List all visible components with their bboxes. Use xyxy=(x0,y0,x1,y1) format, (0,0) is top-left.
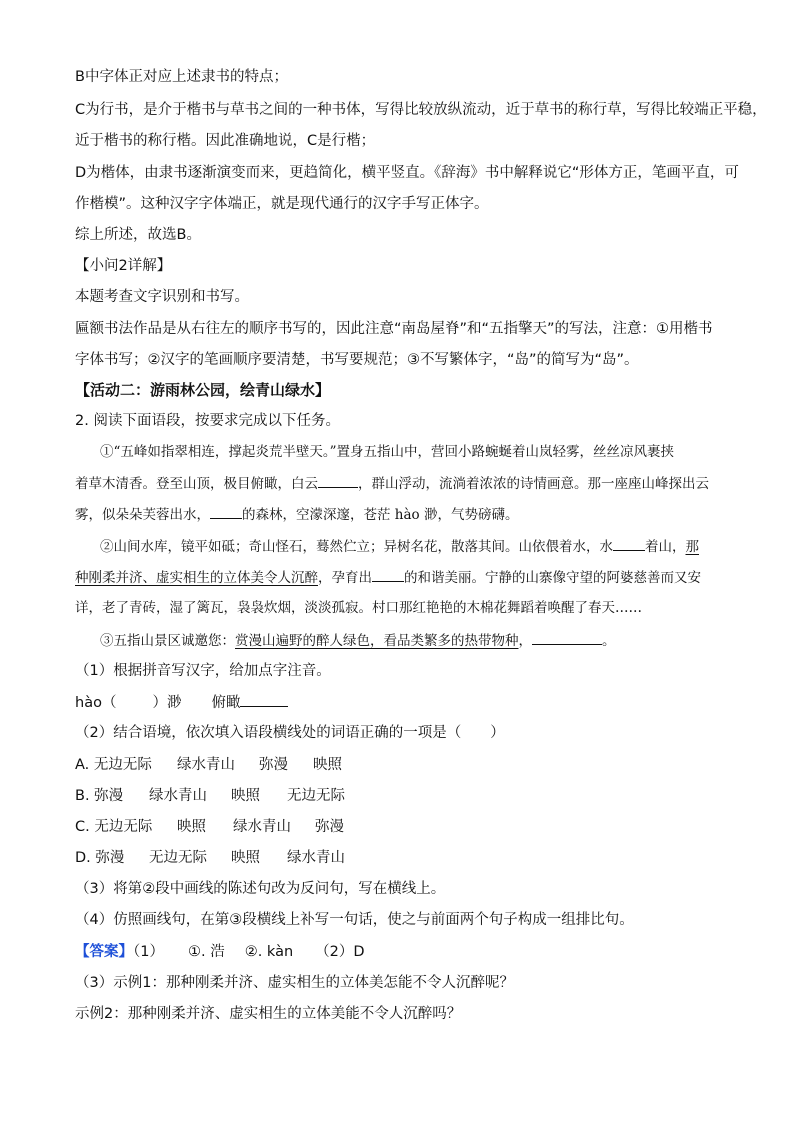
fill-blank xyxy=(210,504,242,519)
text-line: 综上所述，故选B。 xyxy=(75,227,201,243)
question-2: （2）结合语境，依次填入语段横线处的词语正确的一项是（ ） xyxy=(75,725,505,741)
passage-text: ， xyxy=(518,633,532,649)
passage-text: 的和谐美丽。宁静的山寨像守望的阿婆慈善而又安 xyxy=(404,570,701,586)
passage-line xyxy=(75,504,518,525)
passage-text: ②山间水库，镜平如砥；奇山怪石，蓦然伫立；异树名花，散落其间。山依偎着水，水 xyxy=(100,539,613,555)
passage-line xyxy=(100,630,616,651)
text-line: D为楷体，由隶书逐渐演变而来，更趋简化，横平竖直。《辞海》书中解释说它“形体方正，笔画平直，可 xyxy=(75,165,739,181)
answer-blank xyxy=(240,692,288,707)
passage-text: 的森林，空濛深邃，苍茫 hào 渺，气势磅礴。 xyxy=(242,507,519,523)
question-4: （4）仿照画线句，在第③段横线上补写一句话，使之与前面两个句子构成一组排比句。 xyxy=(75,912,634,928)
fill-blank xyxy=(613,536,645,551)
question-1: （1）根据拼音写汉字，给加点字注音。 xyxy=(75,663,331,679)
fill-blank xyxy=(532,630,602,645)
underlined-sentence: 赏漫山遍野的醉人绿色，看品类繁多的热带物种 xyxy=(235,633,519,649)
text-line: 匾额书法作品是从右往左的顺序书写的，因此注意“南岛屋脊”和“五指擎天”的写法，注意：①用楷书 xyxy=(75,321,713,337)
passage-line xyxy=(100,536,699,557)
text-line: B中字体正对应上述隶书的特点； xyxy=(75,69,288,85)
fill-blank xyxy=(318,473,358,488)
text-line: 字体书写；②汉字的笔画顺序要清楚，书写要规范；③不写繁体字，“岛”的简写为“岛”。 xyxy=(75,352,639,368)
question-3: （3）将第②段中画线的陈述句改为反问句，写在横线上。 xyxy=(75,881,446,897)
passage-line xyxy=(75,567,701,588)
answer-tag: 【答案】 xyxy=(75,944,133,960)
passage-text: 。 xyxy=(602,633,616,649)
question-intro: 2. 阅读下面语段，按要求完成以下任务。 xyxy=(75,413,340,429)
option-b: B. 弥漫 绿水青山 映照 无边无际 xyxy=(75,788,345,804)
passage-line: ①“五峰如指翠相连，撑起炎荒半壁天。”置身五指山中，营回小路蜿蜒着山岚轻雾，丝丝凉风裹挟 xyxy=(100,444,675,460)
pinyin-prompt: ）渺 xyxy=(152,695,182,711)
text-line: 近于楷书的称行楷。因此准确地说，C是行楷； xyxy=(75,133,376,149)
underlined-sentence: 那 xyxy=(685,539,699,555)
fill-blank xyxy=(372,567,404,582)
option-a: A. 无边无际 绿水青山 弥漫 映照 xyxy=(75,757,342,773)
answer-example-1: （3）示例1：那种刚柔并济、虚实相生的立体美怎能不令人沉醉呢？ xyxy=(75,975,514,991)
passage-line: 详，老了青砖，湿了篱瓦，袅袅炊烟，淡淡孤寂。村口那红艳艳的木棉花舞蹈着唤醒了春天…… xyxy=(75,600,642,616)
passage-text: ，孕育出 xyxy=(318,570,372,586)
subheading: 【小问2详解】 xyxy=(75,258,172,274)
passage-text: 雾，似朵朵芙蓉出水， xyxy=(75,507,210,523)
pinyin-prompt: hào（ xyxy=(75,695,117,711)
passage-text: 着草木清香。登至山顶，极目俯瞰，白云 xyxy=(75,476,318,492)
text-line: 作楷模”。这种汉字字体端正，就是现代通行的汉字手写正体字。 xyxy=(75,196,489,212)
passage-text: ③五指山景区诚邀您： xyxy=(100,633,235,649)
passage-text: ，群山浮动，流淌着浓浓的诗情画意。那一座座山峰探出云 xyxy=(358,476,709,492)
passage-line xyxy=(75,473,709,494)
text-line: C为行书，是介于楷书与草书之间的一种书体，写得比较放纵流动，近于草书的称行草，写得比较端正平稳， xyxy=(75,102,767,118)
passage-text: 着山， xyxy=(645,539,686,555)
question-1-blanks xyxy=(75,692,288,713)
answer-line: 【答案】（1） ①. 浩 ②. kàn （2）D xyxy=(75,944,365,960)
section-title: 【活动二：游雨林公园，绘青山绿水】 xyxy=(75,381,331,399)
text-line: 本题考查文字识别和书写。 xyxy=(75,289,249,305)
word-prompt: 俯瞰 xyxy=(211,695,241,711)
option-c: C. 无边无际 映照 绿水青山 弥漫 xyxy=(75,819,344,835)
underlined-sentence: 种刚柔并济、虚实相生的立体美令人沉醉 xyxy=(75,570,318,586)
option-d: D. 弥漫 无边无际 映照 绿水青山 xyxy=(75,850,345,866)
answer-example-2: 示例2：那种刚柔并济、虚实相生的立体美能不令人沉醉吗？ xyxy=(75,1006,462,1022)
